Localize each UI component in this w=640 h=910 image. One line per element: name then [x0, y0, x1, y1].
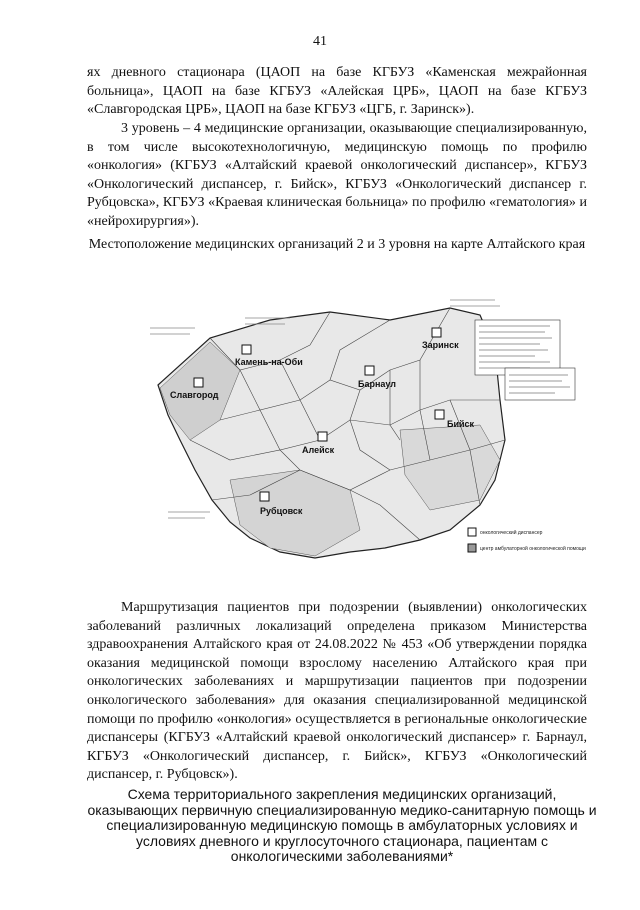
city-label-biysk: Бийск [447, 419, 475, 429]
map-caption: Местоположение медицинских организаций 2 и 3 уровня на карте Алтайского края [88, 237, 586, 252]
city-label-aleysk: Алейск [302, 445, 335, 455]
map-legend [468, 528, 586, 552]
legend-center-icon [468, 544, 476, 552]
paragraph-2 [87, 120, 587, 232]
marker-zarinsk [432, 328, 441, 337]
marker-slavgorod [194, 378, 203, 387]
legend-dispensary-label: онкологический диспансер [480, 530, 543, 536]
marker-kamen [242, 345, 251, 354]
legend-dispensary-icon [468, 528, 476, 536]
marker-aleysk [318, 432, 327, 441]
city-label-slavgorod: Славгород [170, 390, 219, 400]
scheme-title: Схема территориального закрепления медицинских организаций, оказывающих первичную специализированную медико-санитарную помощь и специализированную медицинскую помощь в амбулаторных условиях и условиях дневного и круглосуточного стационара, пациентам с онкологическими заболеваниями* [87, 786, 597, 864]
region-map-svg [150, 290, 600, 570]
region-map [150, 290, 600, 570]
legend-center-label: центр амбулаторной онкологической помощи [480, 546, 586, 552]
paragraph-2-text: 3 уровень – 4 медицинские организации, оказывающие специализированную, в том числе высокотехнологичную, медицинскую помощь по профилю «онкология» (КГБУЗ «Алтайский краевой онкологический диспансер», КГБУЗ «Онкологический диспансер, г. Бийск», КГБУЗ «Онкологический диспансер г. Рубцовска», КГБУЗ «Краевая клиническая больница» по профилю «гематология» и «нейрохирургия»). [87, 121, 587, 229]
city-label-zarinsk: Заринск [422, 340, 459, 350]
marker-barnaul [365, 366, 374, 375]
city-label-barnaul: Барнаул [358, 379, 397, 389]
city-label-rubtsovsk: Рубцовск [260, 506, 303, 516]
paragraph-3-text: Маршрутизация пациентов при подозрении (выявлении) онкологических заболеваний различных локализаций определена приказом Министерства здравоохранения Алтайского края от 24.08.2022 № 453 «Об утверждении порядка оказания медицинской помощи взрослому населению Алтайского края при онкологических заболеваниях и маршрутизации пациентов при подозрении онкологического заболевания» для оказания специализированной медицинской помощи по профилю «онкология» осуществляется в региональные онкологические диспансеры (КГБУЗ «Алтайский краевой онкологический диспансер» г. Барнаул, КГБУЗ «Онкологический диспансер, г. Бийск», КГБУЗ «Онкологический диспансер, г. Рубцовск»). [87, 600, 587, 783]
page-number: 41 [313, 34, 327, 49]
paragraph-3 [87, 599, 587, 785]
paragraph-1: ях дневного стационара (ЦАОП на базе КГБУЗ «Каменская межрайонная больница», ЦАОП на базе КГБУЗ «Алейская ЦРБ», ЦАОП на базе КГБУЗ «Славгородская ЦРБ», ЦАОП на базе КГБУЗ «ЦГБ, г. Заринск»). [87, 65, 587, 118]
marker-biysk [435, 410, 444, 419]
marker-rubtsovsk [260, 492, 269, 501]
city-label-kamen: Камень-на-Оби [235, 357, 303, 367]
